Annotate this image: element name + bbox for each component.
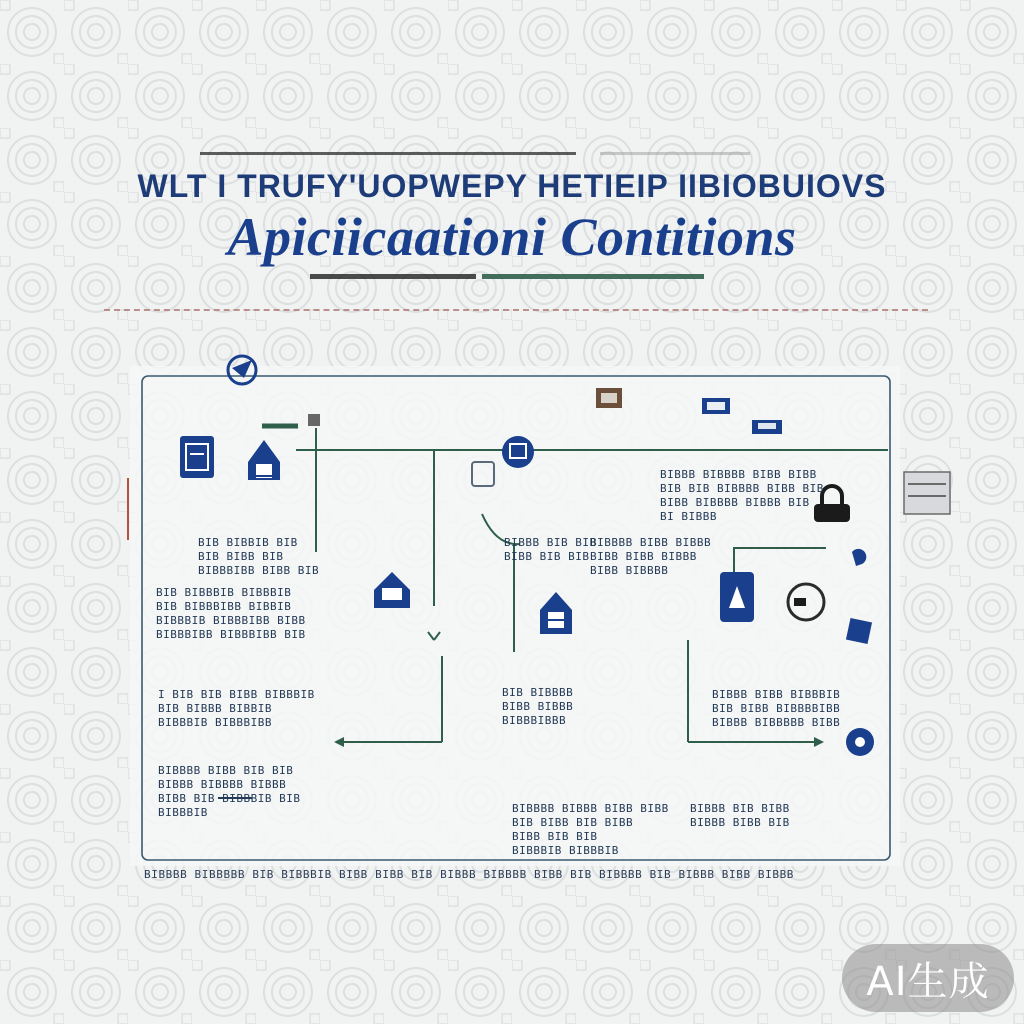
compass-icon (228, 356, 256, 384)
leaf-icon (262, 414, 320, 426)
block-left-top: BIB BIBBIB BIB BIB BIBB BIB BIBBBIBB BIBB BIB (198, 536, 320, 577)
building-icon (180, 436, 214, 478)
target-icon (846, 728, 874, 756)
block-right-mid: BIBBB BIBB BIBBBIB BIB BIBB BIBBBBIBB BIBBB BIBBBBB BIBB (712, 688, 841, 729)
factory-icon (374, 572, 410, 608)
shop-icon (752, 420, 782, 434)
printer-icon (596, 388, 622, 408)
block-center-bottom: BIBBBB BIBBB BIBB BIBB BIB BIBB BIB BIBB BIBB BIB BIB BIBBBIB BIBBBIB (512, 802, 669, 857)
gear-icon (846, 618, 872, 644)
block-center-mid: BIB BIBBBB BIBB BIBBB BIBBBIBBB (502, 686, 574, 727)
house-icon (248, 440, 280, 480)
block-left-low: I BIB BIB BIBB BIBBBIB BIB BIBBB BIBBIB BIBBBIB BIBBBIBB (158, 688, 315, 729)
phone-icon (720, 572, 754, 622)
headset-icon (788, 584, 824, 620)
footer-caption: BIBBBB BIBBBBB BIB BIBBBIB BIBB BIBB BIB BIBBB BIBBBB BIBB BIB BIBBBB BIB BIBBB BIBB BIBBB (144, 868, 795, 881)
header-subtitle: WLT I TRUFY'UOPWEPY HETIEIP IIBIOBUIOVS (137, 168, 887, 204)
ai-generated-badge (842, 944, 1014, 1012)
document-icon (702, 398, 730, 414)
ai-generated-label: AI生成 (866, 958, 990, 1005)
connector-right-bracket (734, 548, 826, 572)
block-mid-top-2: BIBBBB BIBB BIBBB BIBB BIBB BIBBB BIBB BIBBBB (590, 536, 712, 577)
block-mid-top: BIBBB BIB BIB BIBB BIB BIB (504, 536, 597, 563)
block-left-bottom: BIBBBB BIBB BIB BIB BIBBB BIBBBB BIBBB BIBB BIB BIBBBIB BIB BIBBBIB (158, 764, 301, 819)
tablet-icon (472, 462, 494, 486)
header-title: Apiciicaationi Contitions (227, 207, 797, 267)
block-left-mid: BIB BIBBBIB BIBBBIB BIB BIBBBIBB BIBBIB BIBBBIB BIBBBIBB BIBB BIBBBIBB BIBBBIBB BIB (156, 586, 306, 641)
globe-icon (502, 436, 534, 468)
chat-icon (852, 549, 866, 566)
arrow-down-mid (428, 632, 440, 640)
block-right-bottom: BIBBB BIB BIBB BIBBB BIBB BIB (690, 802, 790, 829)
house-center-icon (540, 592, 572, 634)
block-right-top: BIBBB BIBBBB BIBB BIBB BIB BIB BIBBBB BIBB BIB BIBB BIBBBB BIBBB BIB BI BIBBB (660, 468, 824, 523)
server-icon (904, 472, 950, 514)
